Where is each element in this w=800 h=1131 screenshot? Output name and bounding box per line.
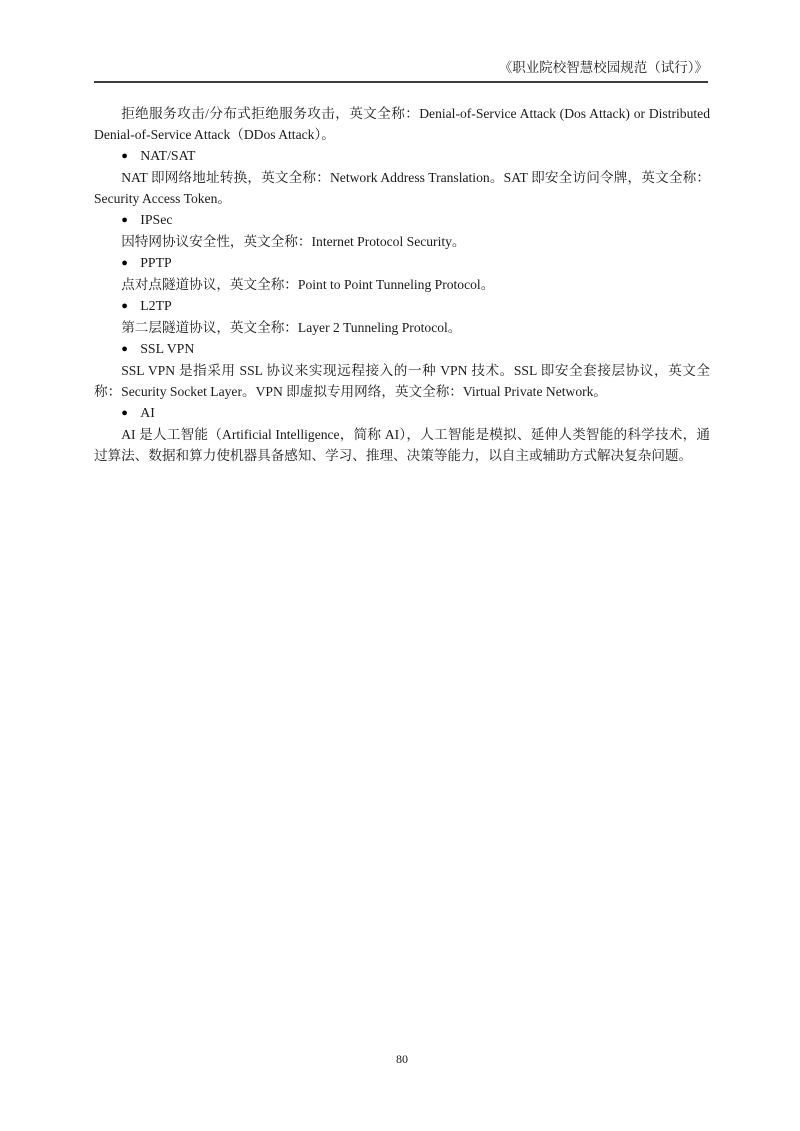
glossary-term: L2TP	[140, 298, 172, 313]
bullet-icon: ●	[121, 257, 128, 269]
glossary-definition: NAT 即网络地址转换，英文全称：Network Address Translation。SAT 即安全访问令牌，英文全称：Security Access Token。	[94, 170, 710, 206]
glossary-term: IPSec	[140, 212, 173, 227]
intro-paragraph: 拒绝服务攻击/分布式拒绝服务攻击，英文全称：Denial-of-Service Attack (Dos Attack) or Distributed Denial-of-Service Attack（DDos Attack）。	[94, 106, 710, 142]
glossary-definition: SSL VPN 是指采用 SSL 协议来实现远程接入的一种 VPN 技术。SSL 即安全套接层协议，英文全称：Security Socket Layer。VPN 即虚拟专用网络，英文全称：Virtual Private Network。	[94, 363, 710, 399]
glossary-definition: 第二层隧道协议，英文全称：Layer 2 Tunneling Protocol。	[121, 320, 462, 335]
glossary-term-line	[94, 402, 710, 424]
glossary-term: AI	[140, 405, 155, 420]
bullet-icon: ●	[121, 300, 128, 312]
bullet-icon: ●	[121, 150, 128, 162]
glossary-term-line	[94, 295, 710, 317]
bullet-icon: ●	[121, 343, 128, 355]
glossary-definition: 因特网协议安全性，英文全称：Internet Protocol Security。	[121, 234, 466, 249]
glossary-term: PPTP	[140, 255, 172, 270]
glossary-definition: 点对点隧道协议，英文全称：Point to Point Tunneling Protocol。	[121, 277, 495, 292]
glossary-term: NAT/SAT	[140, 148, 196, 163]
glossary-term-line	[94, 209, 710, 231]
glossary-term-line	[94, 252, 710, 274]
page-number: 80	[396, 1052, 408, 1066]
header-title: 《职业院校智慧校园规范（试行）》	[498, 60, 708, 75]
bullet-icon: ●	[121, 407, 128, 419]
glossary-term-line	[94, 145, 710, 167]
bullet-icon: ●	[121, 214, 128, 226]
glossary-term: SSL VPN	[140, 341, 195, 356]
glossary-term-line	[94, 338, 710, 360]
page-header	[94, 58, 708, 83]
glossary-definition: AI 是人工智能（Artificial Intelligence，简称 AI），人工智能是模拟、延伸人类智能的科学技术，通过算法、数据和算力使机器具备感知、学习、推理、决策等能力，以自主或辅助方式解决复杂问题。	[94, 427, 710, 463]
glossary-content	[94, 103, 710, 466]
